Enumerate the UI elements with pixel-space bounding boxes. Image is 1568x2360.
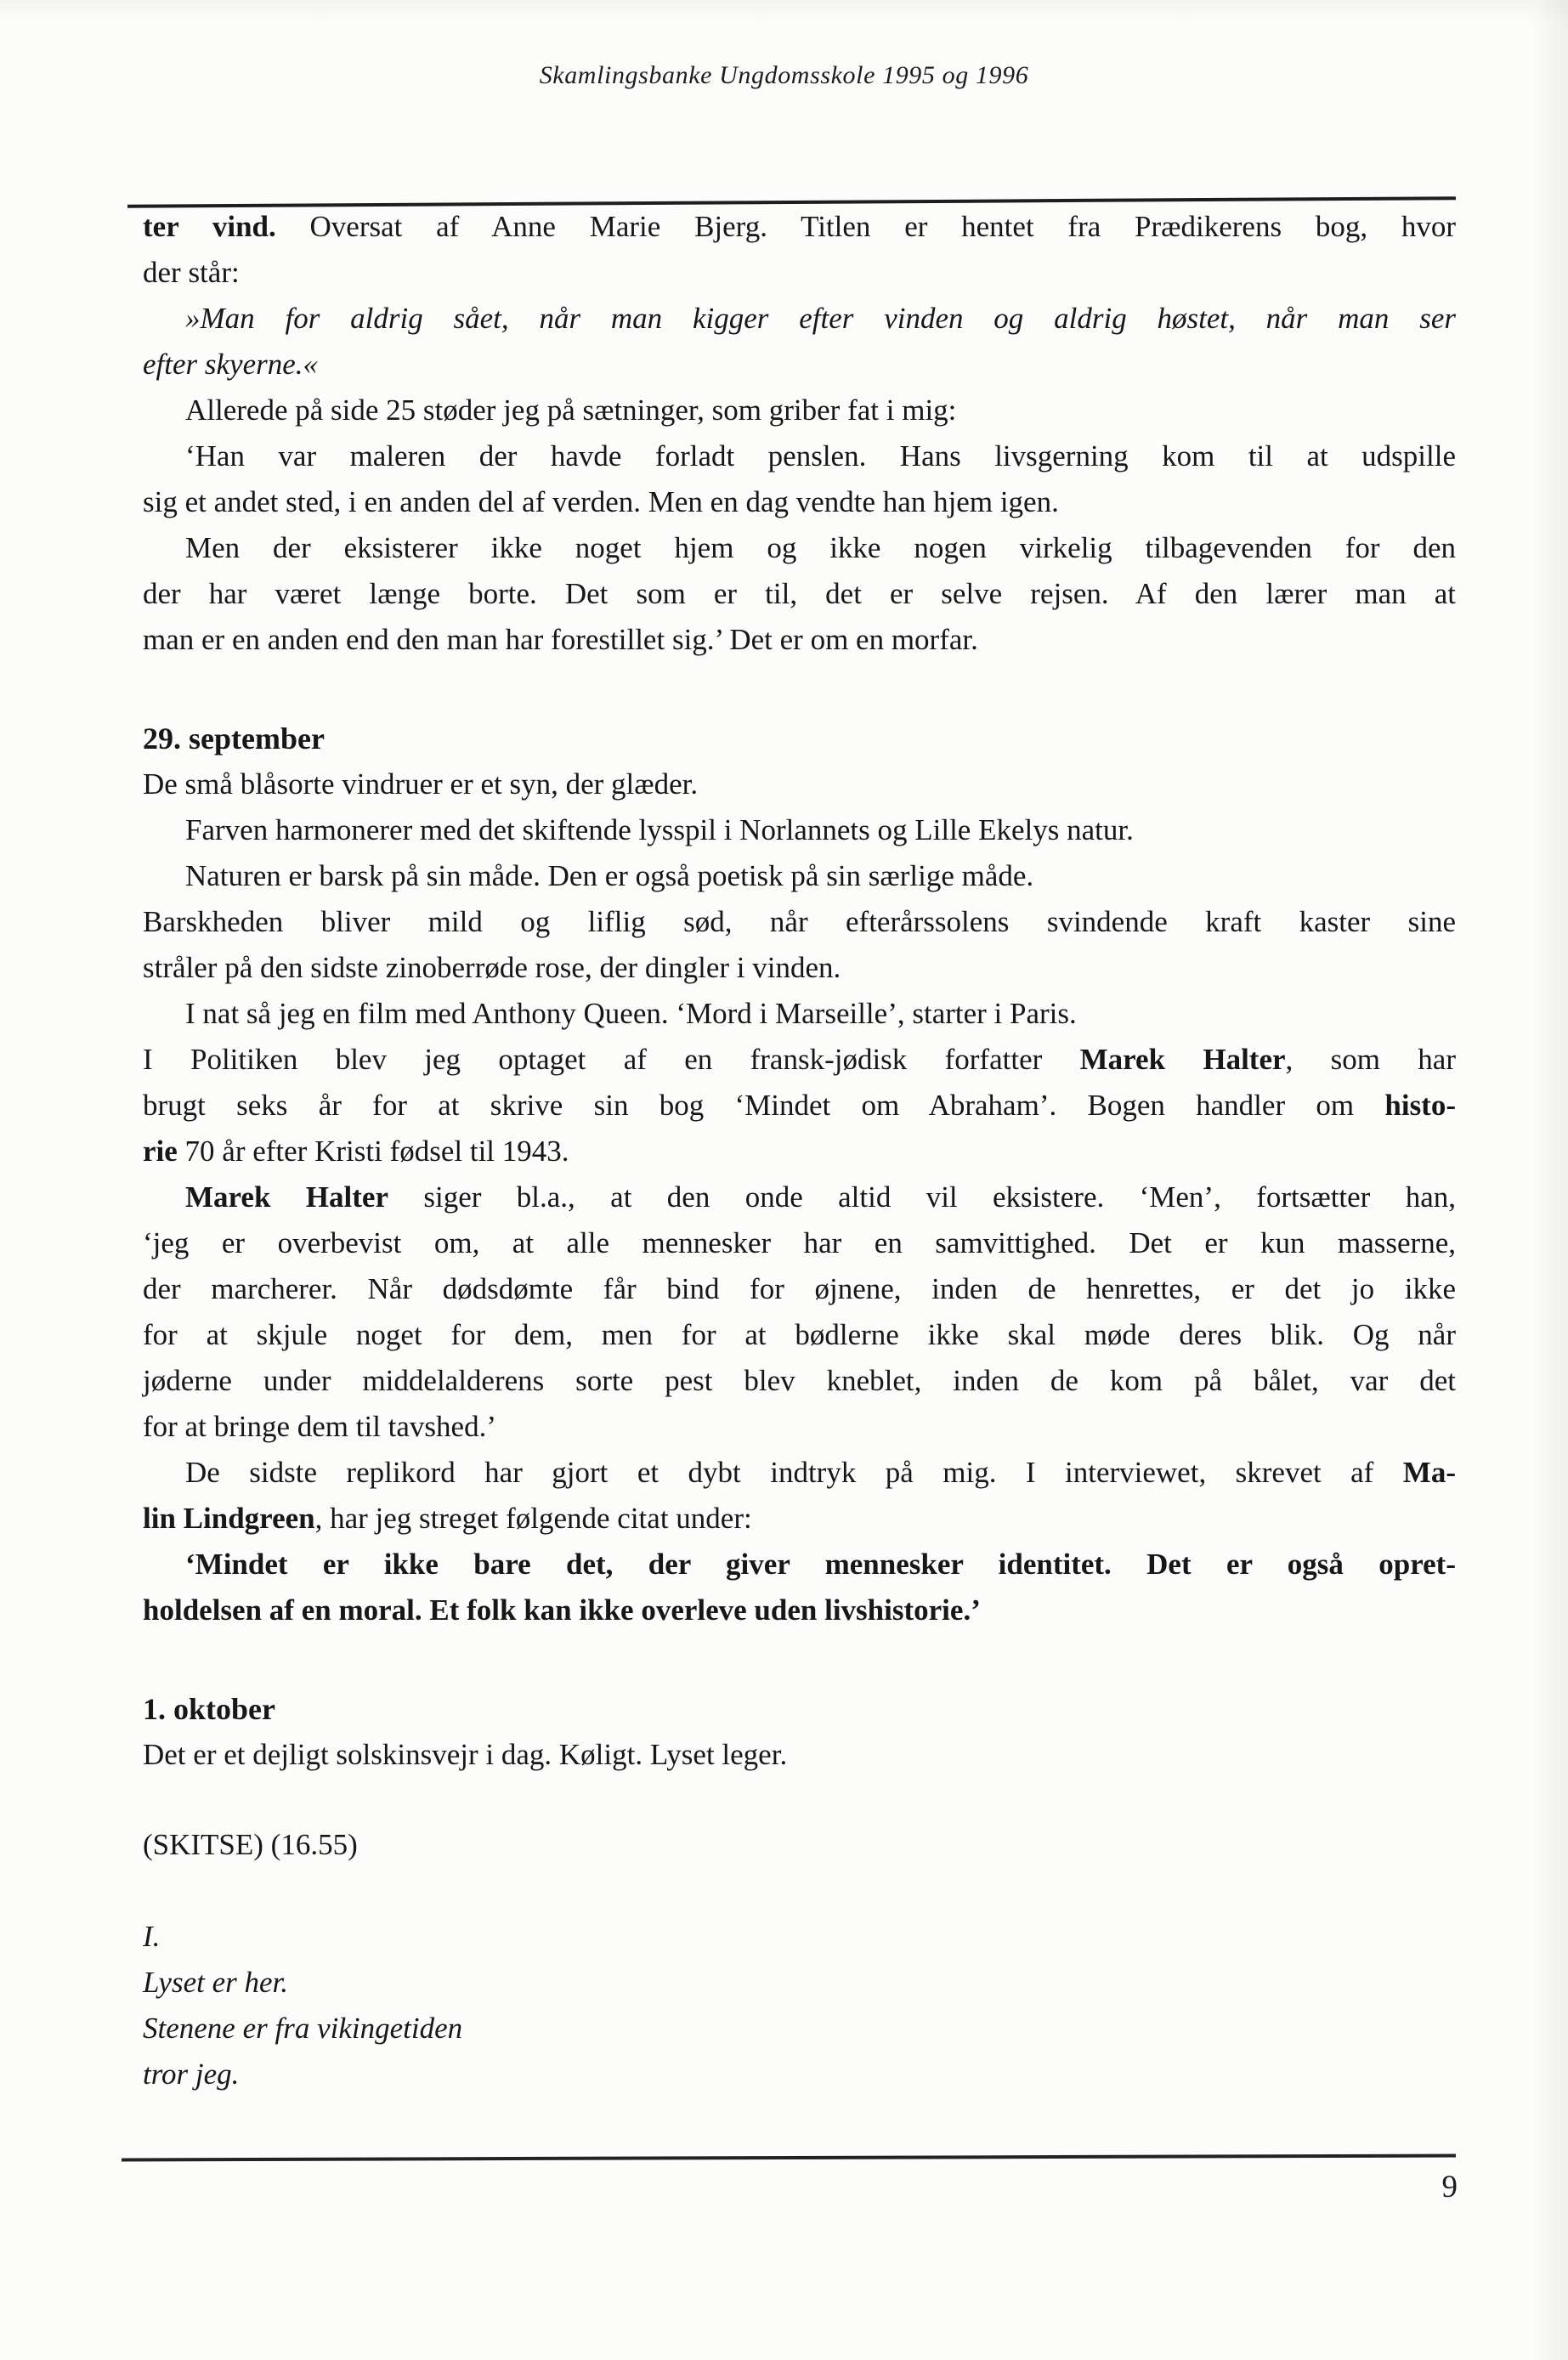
scan-shade xyxy=(0,0,1568,25)
quote-line: efter skyerne.« xyxy=(143,348,319,381)
poem-line: I. xyxy=(143,1920,161,1953)
text-line xyxy=(143,1037,1456,1083)
text-line: for at skjule noget for dem, men for at bødlerne ikke skal møde deres blik. Og når xyxy=(143,1318,1456,1351)
section-heading-september: 29. september xyxy=(143,722,325,756)
text-line xyxy=(143,204,1456,250)
poem-line: tror jeg. xyxy=(143,2057,240,2091)
text-line: man er en anden end den man har forestillet sig.’ Det er om en morfar. xyxy=(143,623,978,656)
text-line: der står: xyxy=(143,256,240,289)
text-line: stråler på den sidste zinoberrøde rose, der dingler i vinden. xyxy=(143,951,841,984)
text-line xyxy=(143,1083,1456,1129)
text-line: Barskheden bliver mild og liflig sød, når efterårssolens svindende kraft kaster sine xyxy=(143,905,1456,938)
text-line: sig et andet sted, i en anden del af verden. Men en dag vendte han hjem igen. xyxy=(143,485,1059,518)
text-segment: , har jeg streget følgende citat under: xyxy=(314,1502,752,1535)
text-line: jøderne under middelalderens sorte pest blev kneblet, inden de kom på bålet, var det xyxy=(143,1364,1456,1397)
text-line xyxy=(143,1174,1456,1220)
quote-line: »Man for aldrig sået, når man kigger efter vinden og aldrig høstet, når man ser xyxy=(185,302,1456,335)
bold-text: histo- xyxy=(1384,1089,1456,1122)
text-line: I nat så jeg en film med Anthony Queen. ‘Mord i Marseille’, starter i Paris. xyxy=(185,997,1077,1030)
text-line: ‘jeg er overbevist om, at alle mennesker har en samvittighed. Det er kun masserne, xyxy=(143,1226,1456,1259)
text-column xyxy=(143,204,1456,2097)
text-segment: brugt seks år for at skrive sin bog ‘Mindet om Abraham’. Bogen handler om xyxy=(143,1089,1385,1122)
text-line: De små blåsorte vindruer er et syn, der glæder. xyxy=(143,767,699,801)
bold-text: rie xyxy=(143,1135,178,1168)
bold-text: ter vind. xyxy=(143,210,276,243)
text-segment: , som har xyxy=(1285,1043,1456,1076)
text-line: for at bringe dem til tavshed.’ xyxy=(143,1410,496,1443)
bold-text: Ma- xyxy=(1402,1456,1456,1489)
poem-line: Lyset er her. xyxy=(143,1966,289,1999)
text-line: Men der eksisterer ikke noget hjem og ikke nogen virkelig tilbagevenden for den xyxy=(185,531,1456,564)
scan-shade xyxy=(1532,0,1568,2360)
text-line: Naturen er barsk på sin måde. Den er også poetisk på sin særlige måde. xyxy=(185,859,1034,892)
bold-text: Marek Halter xyxy=(185,1180,388,1214)
text-segment: siger bl.a., at den onde altid vil eksistere. ‘Men’, fortsætter han, xyxy=(388,1180,1456,1214)
text-line: Allerede på side 25 støder jeg på sætninger, som griber fat i mig: xyxy=(185,393,957,427)
text-line: ‘Han var maleren der havde forladt penslen. Hans livsgerning kom til at udspille xyxy=(185,439,1456,473)
sketch-note: (SKITSE) (16.55) xyxy=(143,1828,358,1861)
text-line: Det er et dejligt solskinsvejr i dag. Køligt. Lyset leger. xyxy=(143,1738,788,1771)
footer-rule xyxy=(122,2154,1456,2162)
text-segment: I Politiken blev jeg optaget af en fransk-jødisk forfatter xyxy=(143,1043,1080,1076)
bold-text: Marek Halter xyxy=(1079,1043,1286,1076)
highlighted-quote-line: holdelsen af en moral. Et folk kan ikke overleve uden livshistorie.’ xyxy=(143,1593,981,1627)
bold-text: lin Lindgreen xyxy=(143,1502,315,1535)
text-line xyxy=(143,1450,1456,1496)
text-segment: De sidste replikord har gjort et dybt indtryk på mig. I interviewet, skrevet af xyxy=(185,1456,1403,1489)
text-line xyxy=(143,1129,1456,1174)
text-line: der har været længe borte. Det som er til, det er selve rejsen. Af den lærer man at xyxy=(143,577,1456,610)
section-heading-october: 1. oktober xyxy=(143,1692,275,1726)
running-header: Skamlingsbanke Ungdomsskole 1995 og 1996 xyxy=(539,61,1029,89)
text-line: der marcherer. Når dødsdømte får bind for øjnene, inden de henrettes, er det jo ikke xyxy=(143,1272,1456,1305)
text-line: Farven harmonerer med det skiftende lysspil i Norlannets og Lille Ekelys natur. xyxy=(185,813,1134,846)
text-segment: Oversat af Anne Marie Bjerg. Titlen er hentet fra Prædikerens bog, hvor xyxy=(275,210,1457,243)
page-number: 9 xyxy=(1441,2170,1458,2204)
text-segment: 70 år efter Kristi fødsel til 1943. xyxy=(177,1135,569,1168)
highlighted-quote-line: ‘Mindet er ikke bare det, der giver mennesker identitet. Det er også opret- xyxy=(185,1548,1456,1581)
text-line xyxy=(143,1496,1456,1542)
poem-line: Stenene er fra vikingetiden xyxy=(143,2012,463,2045)
